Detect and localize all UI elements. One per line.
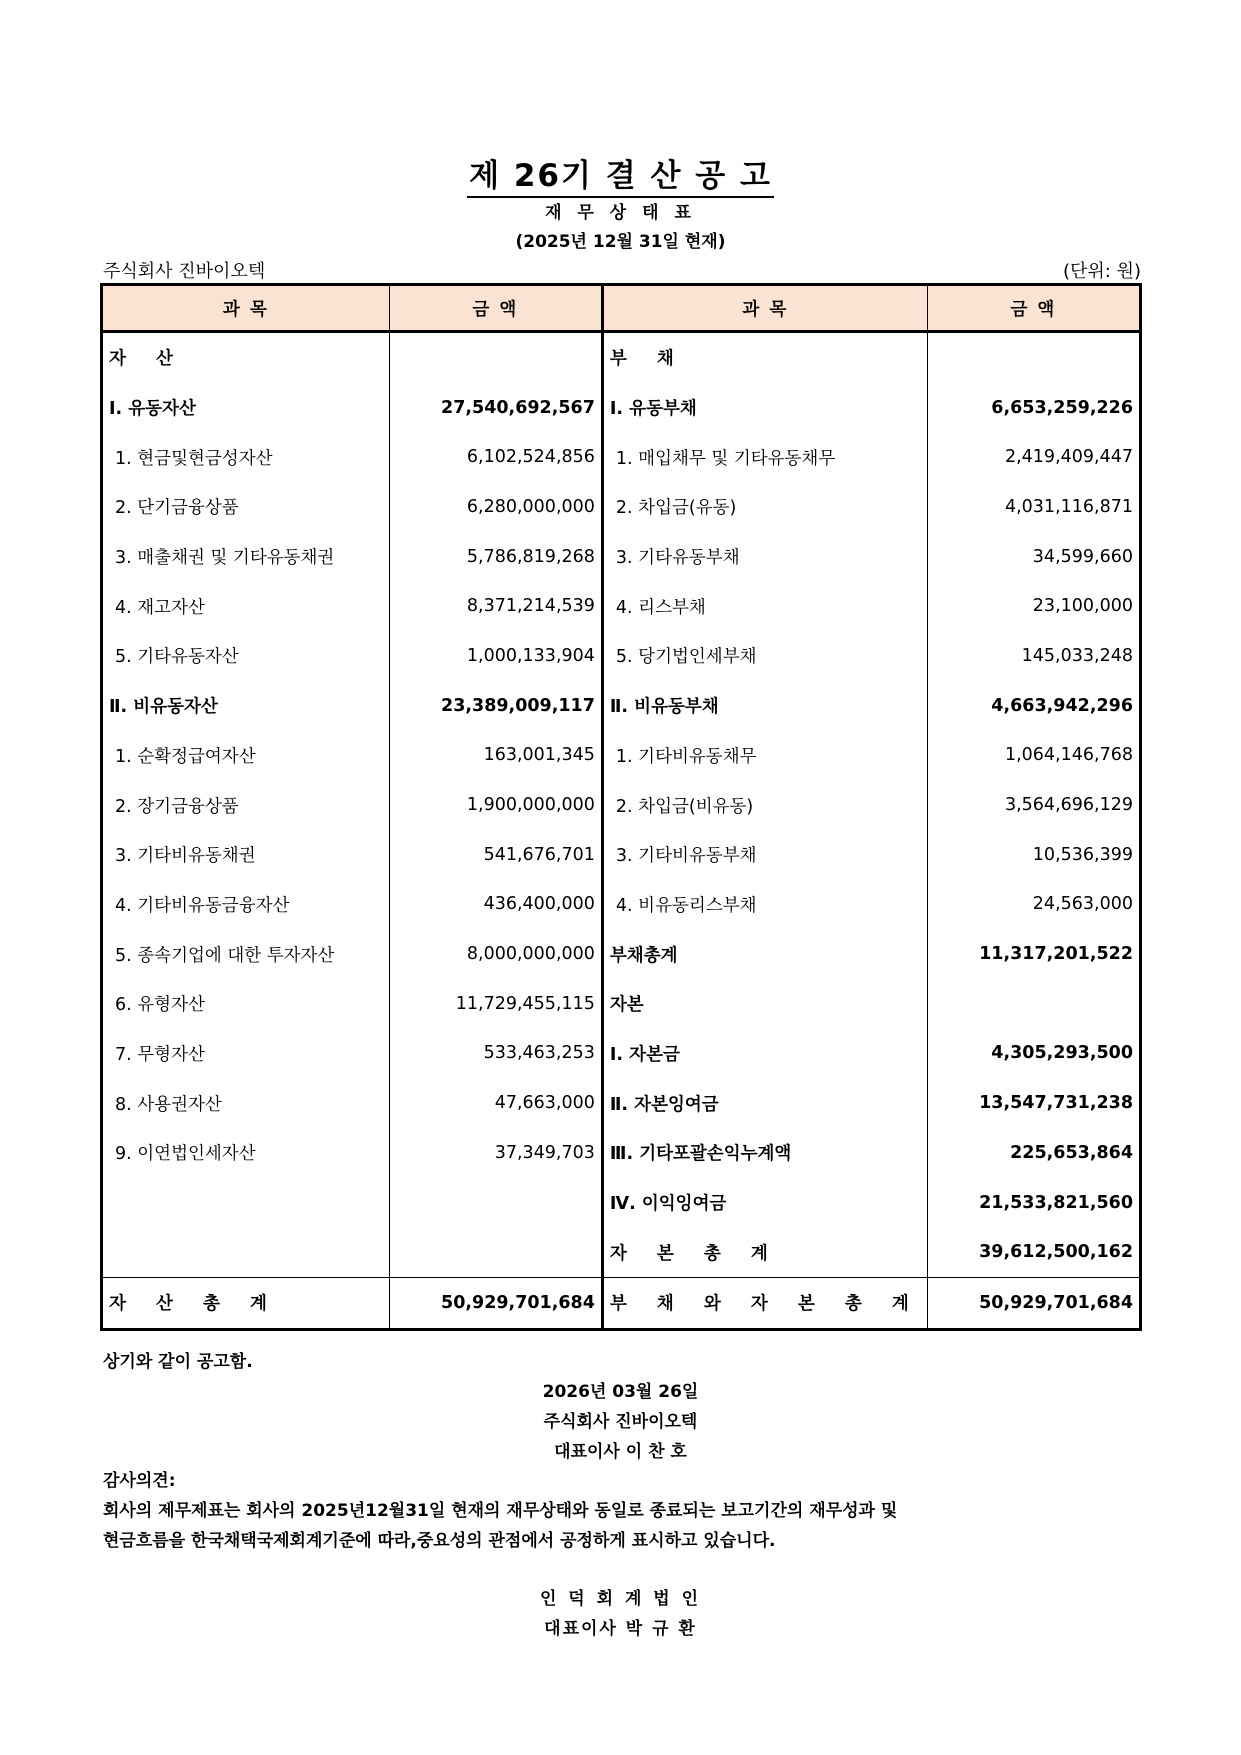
amount-cell (389, 1178, 602, 1228)
table-row (102, 631, 1141, 681)
amount-cell: 37,349,703 (389, 1128, 602, 1178)
label-cell: 부 채 (602, 332, 927, 383)
table-row (102, 432, 1141, 482)
amount-cell: 225,653,864 (927, 1128, 1140, 1178)
label-cell: 5. 종속기업에 대한 투자자산 (102, 929, 390, 979)
amount-cell: 533,463,253 (389, 1029, 602, 1079)
table-row (102, 1178, 1141, 1228)
label-cell: Ⅱ. 자본잉여금 (602, 1078, 927, 1128)
footer-company: 주식회사 진바이오텍 (543, 1412, 698, 1432)
amount-cell: 6,653,259,226 (927, 383, 1140, 433)
table-row (102, 1227, 1141, 1277)
label-cell: 5. 기타유동자산 (102, 631, 390, 681)
table-row (102, 581, 1141, 631)
amount-cell: 11,729,455,115 (389, 979, 602, 1029)
table-row (102, 332, 1141, 383)
label-cell: 2. 차입금(비유동) (602, 780, 927, 830)
amount-cell: 23,389,009,117 (389, 681, 602, 731)
label-cell: 자본 (602, 979, 927, 1029)
amount-cell: 27,540,692,567 (389, 383, 602, 433)
table-row (102, 780, 1141, 830)
balance-sheet-table (100, 283, 1142, 1331)
amount-cell: 6,102,524,856 (389, 432, 602, 482)
table-row (102, 731, 1141, 781)
auditor-firm: 인 덕 회 계 법 인 (539, 1589, 702, 1609)
header-left-amount: 금 액 (389, 285, 602, 332)
table-row (102, 482, 1141, 532)
amount-cell: 21,533,821,560 (927, 1178, 1140, 1228)
label-cell: 부 채 와 자 본 총 계 (602, 1278, 927, 1330)
table-row (102, 1128, 1141, 1178)
notice-text: 상기와 같이 공고함. (103, 1352, 253, 1372)
amount-cell: 50,929,701,684 (927, 1278, 1140, 1330)
amount-cell: 47,663,000 (389, 1078, 602, 1128)
table-row (102, 1078, 1141, 1128)
company-name: 주식회사 진바이오텍 (103, 261, 266, 282)
amount-cell: 50,929,701,684 (389, 1278, 602, 1330)
amount-cell: 24,563,000 (927, 880, 1140, 930)
label-cell: 1. 순확정급여자산 (102, 731, 390, 781)
label-cell: 2. 차입금(유동) (602, 482, 927, 532)
amount-cell: 34,599,660 (927, 532, 1140, 582)
table-row (102, 1278, 1141, 1330)
amount-cell: 11,317,201,522 (927, 929, 1140, 979)
label-cell: 자 본 총 계 (602, 1227, 927, 1277)
label-cell: 3. 기타비유동부채 (602, 830, 927, 880)
amount-cell: 39,612,500,162 (927, 1227, 1140, 1277)
table-row (102, 681, 1141, 731)
label-cell (102, 1227, 390, 1277)
label-cell: 8. 사용권자산 (102, 1078, 390, 1128)
audit-opinion-line: 회사의 제무제표는 회사의 2025년12월31일 현재의 재무상태와 동일로 종료되는 보고기간의 재무성과 및 (103, 1501, 898, 1521)
label-cell: 9. 이연법인세자산 (102, 1128, 390, 1178)
amount-cell: 4,663,942,296 (927, 681, 1140, 731)
audit-opinion-line: 현금흐름을 한국채택국제회계기준에 따라,중요성의 관점에서 공정하게 표시하고 있습니다. (103, 1531, 776, 1551)
amount-cell: 13,547,731,238 (927, 1078, 1140, 1128)
label-cell: 4. 재고자산 (102, 581, 390, 631)
label-cell: 2. 장기금융상품 (102, 780, 390, 830)
table-row (102, 880, 1141, 930)
statement-name: 재 무 상 태 표 (545, 203, 696, 223)
table-row (102, 383, 1141, 433)
label-cell (102, 1178, 390, 1228)
header-right-amount: 금 액 (927, 285, 1140, 332)
table-row (102, 979, 1141, 1029)
amount-cell: 145,033,248 (927, 631, 1140, 681)
amount-cell (389, 332, 602, 383)
label-cell: 4. 리스부채 (602, 581, 927, 631)
label-cell: Ⅱ. 비유동자산 (102, 681, 390, 731)
amount-cell: 4,031,116,871 (927, 482, 1140, 532)
table-row (102, 830, 1141, 880)
label-cell: Ⅲ. 기타포괄손익누계액 (602, 1128, 927, 1178)
label-cell: 3. 기타비유동채권 (102, 830, 390, 880)
table-row (102, 929, 1141, 979)
header-right-item: 과 목 (602, 285, 927, 332)
amount-cell (389, 1227, 602, 1277)
label-cell: 2. 단기금융상품 (102, 482, 390, 532)
amount-cell: 6,280,000,000 (389, 482, 602, 532)
amount-cell: 1,064,146,768 (927, 731, 1140, 781)
table-row (102, 1029, 1141, 1079)
amount-cell: 8,371,214,539 (389, 581, 602, 631)
label-cell: 자 산 총 계 (102, 1278, 390, 1330)
label-cell: Ⅰ. 자본금 (602, 1029, 927, 1079)
table-header-row (102, 285, 1141, 332)
amount-cell: 1,900,000,000 (389, 780, 602, 830)
audit-opinion-label: 감사의견: (103, 1471, 176, 1491)
amount-cell: 541,676,701 (389, 830, 602, 880)
amount-cell: 23,100,000 (927, 581, 1140, 631)
announcement-date: 2026년 03월 26일 (542, 1382, 699, 1402)
label-cell: Ⅰ. 유동자산 (102, 383, 390, 433)
amount-cell: 3,564,696,129 (927, 780, 1140, 830)
label-cell: 부채총계 (602, 929, 927, 979)
label-cell: 1. 매입채무 및 기타유동채무 (602, 432, 927, 482)
label-cell: 3. 매출채권 및 기타유동채권 (102, 532, 390, 582)
unit-label: (단위: 원) (1063, 261, 1141, 282)
page-title: 제 26기 결 산 공 고 (0, 150, 1241, 195)
label-cell: 자 산 (102, 332, 390, 383)
amount-cell: 8,000,000,000 (389, 929, 602, 979)
amount-cell (927, 332, 1140, 383)
amount-cell: 2,419,409,447 (927, 432, 1140, 482)
amount-cell: 5,786,819,268 (389, 532, 602, 582)
label-cell: 1. 기타비유동채무 (602, 731, 927, 781)
label-cell: Ⅳ. 이익잉여금 (602, 1178, 927, 1228)
amount-cell: 10,536,399 (927, 830, 1140, 880)
label-cell: 3. 기타유동부채 (602, 532, 927, 582)
auditor-ceo: 대표이사 박 규 환 (544, 1619, 697, 1639)
label-cell: Ⅰ. 유동부채 (602, 383, 927, 433)
table-row (102, 532, 1141, 582)
amount-cell: 4,305,293,500 (927, 1029, 1140, 1079)
label-cell: 4. 기타비유동금융자산 (102, 880, 390, 930)
label-cell: 7. 무형자산 (102, 1029, 390, 1079)
amount-cell: 163,001,345 (389, 731, 602, 781)
header-left-item: 과 목 (102, 285, 390, 332)
amount-cell: 436,400,000 (389, 880, 602, 930)
label-cell: Ⅱ. 비유동부채 (602, 681, 927, 731)
label-cell: 1. 현금및현금성자산 (102, 432, 390, 482)
statement-date: (2025년 12월 31일 현재) (515, 232, 726, 252)
label-cell: 5. 당기법인세부채 (602, 631, 927, 681)
label-cell: 6. 유형자산 (102, 979, 390, 1029)
company-ceo: 대표이사 이 찬 호 (554, 1442, 687, 1462)
amount-cell (927, 979, 1140, 1029)
label-cell: 4. 비유동리스부채 (602, 880, 927, 930)
amount-cell: 1,000,133,904 (389, 631, 602, 681)
